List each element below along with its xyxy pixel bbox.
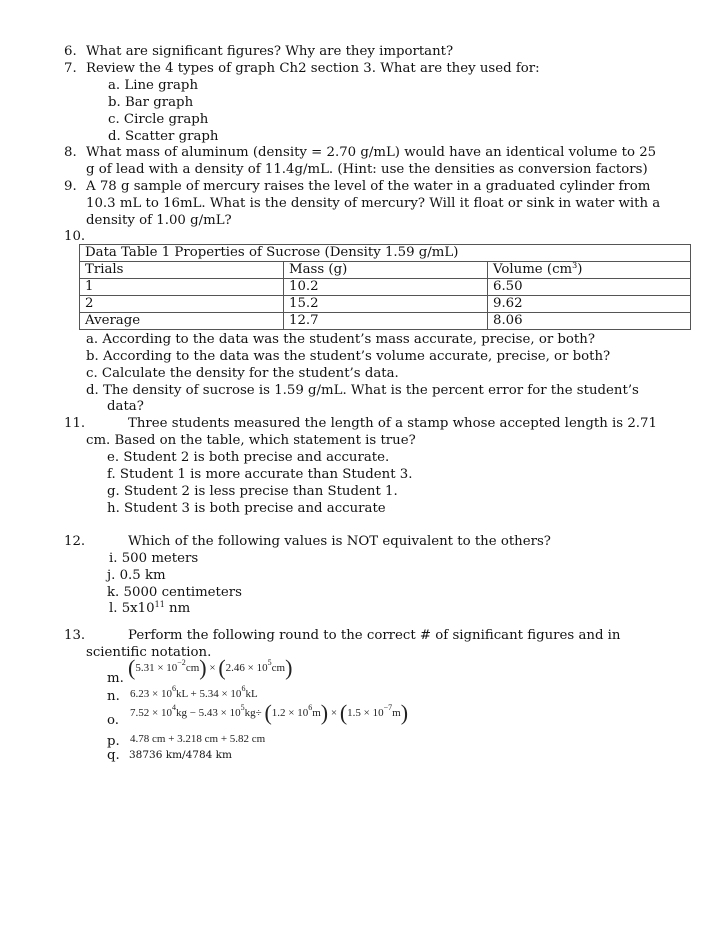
list-item: c. Calculate the density for the student’s data.: [86, 366, 399, 381]
list-item: f. Student 1 is more accurate than Student 3.: [107, 467, 413, 482]
item-letter: m.: [107, 671, 124, 686]
table-caption-row: [80, 245, 691, 262]
question-number: 9.: [64, 179, 77, 194]
list-item: d. Scatter graph: [108, 129, 219, 144]
list-item: b. Bar graph: [108, 95, 194, 110]
table-cell: 6.50: [488, 279, 691, 296]
question-13-number: 13.: [64, 628, 86, 643]
list-item: l. $5x10^{11}$ nm: [109, 600, 191, 616]
question-6: [64, 43, 454, 60]
math-expression-p: 4.78 cm + 3.218 cm + 5.82 cm: [130, 733, 266, 745]
table-cell: 12.7: [284, 313, 488, 330]
table-row: [80, 296, 691, 313]
item-letter: o.: [107, 713, 119, 728]
item-letter: q.: [107, 748, 120, 763]
math-expression-n: $6.23 \times 10^6kL + 5.34 \times 10^6kL$: [130, 684, 258, 700]
list-item: i. 500 meters: [109, 551, 199, 566]
question-11-number: 11.: [64, 416, 86, 431]
question-7: [64, 60, 540, 77]
question-text: Three students measured the length of a stamp whose accepted length is 2.71: [128, 416, 657, 431]
list-item: b. According to the data was the student’s volume accurate, precise, or both?: [86, 349, 611, 364]
question-text-cont: cm. Based on the table, which statement is true?: [86, 433, 416, 448]
table-cell: Average: [80, 313, 284, 330]
table-cell: 8.06: [488, 313, 691, 330]
question-text-cont: 10.3 mL to 16mL. What is the density of mercury? Will it float or sink in water with a: [86, 196, 661, 211]
math-expression-o: $7.52 \times 10^4kg - 5.43 \times 10^5kg\div (1.2 \times 10^6m) \times (1.5 \times 10^{-7}m)$: [130, 700, 409, 725]
table-row: [80, 313, 691, 330]
question-number: 8.: [64, 145, 77, 160]
item-letter: n.: [107, 689, 120, 704]
column-header: Mass (g): [284, 262, 488, 279]
list-item: g. Student 2 is less precise than Student 1.: [107, 484, 398, 499]
question-8: [64, 144, 657, 161]
question-text: A 78 g sample of mercury raises the level of the water in a graduated cylinder from: [86, 179, 651, 194]
question-9: [64, 178, 651, 195]
list-item: e. Student 2 is both precise and accurate.: [107, 450, 390, 465]
question-text: Which of the following values is NOT equivalent to the others?: [128, 534, 551, 549]
table-row: [80, 279, 691, 296]
question-12-number: 12.: [64, 534, 86, 549]
list-item: a. Line graph: [108, 78, 199, 93]
math-expression-q: 38736 km/4784 km: [129, 749, 232, 761]
question-text-cont: density of 1.00 g/mL?: [86, 213, 232, 228]
data-table: [79, 244, 691, 330]
list-item: k. 5000 centimeters: [107, 585, 242, 600]
question-text: Perform the following round to the correct # of significant figures and in: [128, 628, 621, 643]
question-text: What are significant figures? Why are they important?: [86, 44, 454, 59]
table-cell: 9.62: [488, 296, 691, 313]
table-caption: Data Table 1 Properties of Sucrose (Density 1.59 g/mL): [80, 245, 691, 262]
list-item: h. Student 3 is both precise and accurate: [107, 501, 386, 516]
question-number: 6.: [64, 44, 77, 59]
math-expression-m: $(5.31 \times 10^{-2}cm) \times (2.46 \times 10^5cm)$: [128, 655, 293, 680]
table-cell: 1: [80, 279, 284, 296]
list-item: c. Circle graph: [108, 112, 209, 127]
question-text: What mass of aluminum (density = 2.70 g/mL) would have an identical volume to 25: [86, 145, 657, 160]
list-item: a. According to the data was the student’s mass accurate, precise, or both?: [86, 332, 595, 347]
question-text-cont: g of lead with a density of 11.4g/mL. (Hint: use the densities as conversion factors): [86, 162, 648, 177]
table-cell: 10.2: [284, 279, 488, 296]
list-item-cont: data?: [107, 399, 144, 414]
table-header-row: [80, 262, 691, 279]
table-cell: 2: [80, 296, 284, 313]
list-item: j. 0.5 km: [107, 568, 166, 583]
list-item: d. The density of sucrose is 1.59 g/mL. What is the percent error for the student’s: [86, 383, 639, 398]
item-letter: p.: [107, 734, 120, 749]
question-text: Review the 4 types of graph Ch2 section 3. What are they used for:: [86, 61, 540, 76]
question-number: 7.: [64, 61, 77, 76]
question-text-cont: scientific notation.: [86, 645, 212, 660]
column-header: Trials: [80, 262, 284, 279]
table-cell: 15.2: [284, 296, 488, 313]
column-header: Volume $(cm^3)$: [488, 262, 691, 279]
question-10-number: 10.: [64, 229, 86, 244]
